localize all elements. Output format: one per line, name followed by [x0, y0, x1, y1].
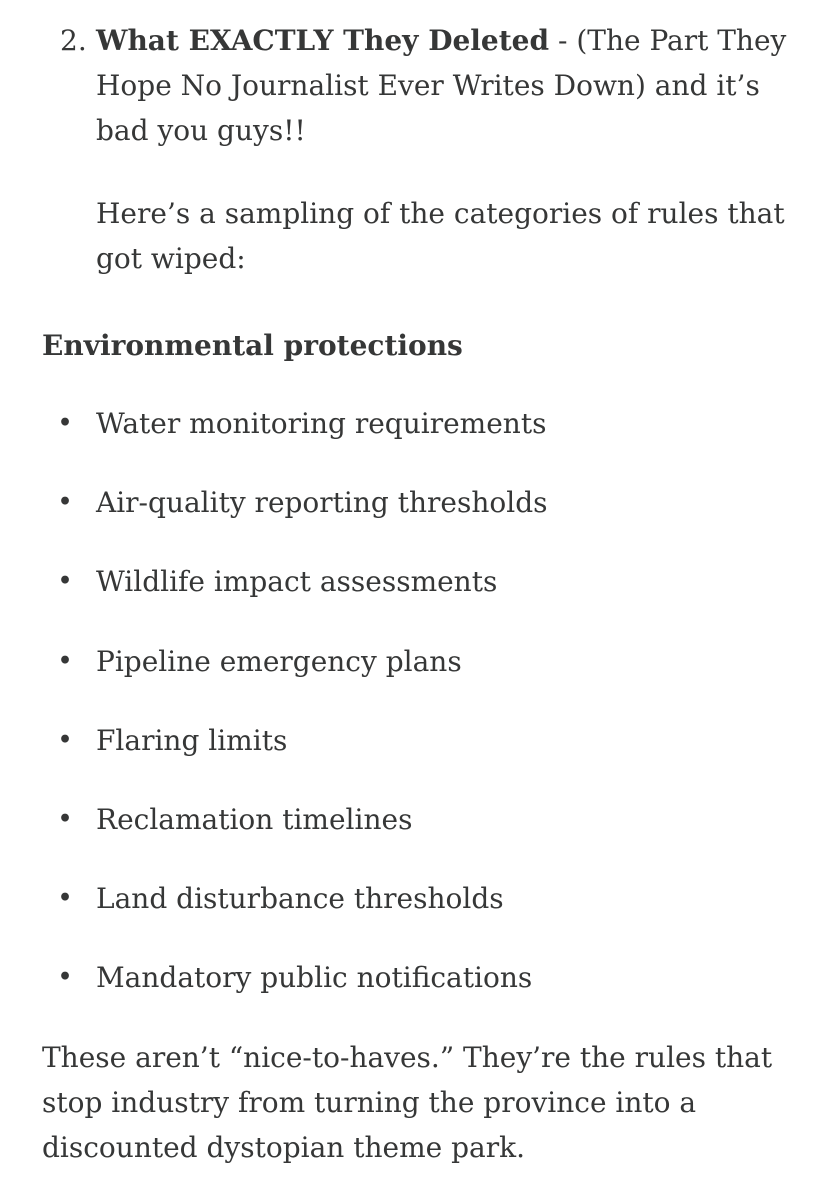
list-item-text: Wildlife impact assessments: [96, 565, 498, 599]
list-item: [42, 639, 802, 718]
list-item: [42, 797, 802, 876]
list-item-text: Land disturbance thresholds: [96, 882, 504, 916]
list-item: [42, 718, 802, 797]
bullet-icon: •: [58, 489, 73, 516]
bullet-icon: •: [58, 410, 73, 436]
list-item: [42, 401, 802, 480]
bullet-icon: •: [58, 726, 73, 753]
list-item-text: Air-quality reporting thresholds: [96, 486, 548, 520]
bullet-icon: •: [58, 805, 73, 832]
list-item-text: Flaring limits: [96, 723, 288, 757]
list-item-heading-bold: What EXACTLY They Deleted: [96, 24, 550, 57]
bullet-icon: •: [58, 964, 73, 991]
list-item-text: Reclamation timelines: [96, 802, 413, 836]
list-number: 2.: [60, 24, 87, 57]
section-heading: Environmental protections: [42, 329, 463, 362]
bullet-icon: •: [58, 885, 73, 912]
list-item: [42, 955, 802, 1034]
bullet-icon: •: [58, 568, 73, 595]
list-item: [42, 876, 802, 955]
list-item-intro: Here’s a sampling of the categories of rules that got wiped:: [96, 197, 785, 275]
list-item-text: Pipeline emergency plans: [96, 644, 462, 678]
list-item: [42, 559, 802, 638]
bullet-list: [42, 401, 802, 1035]
bullet-icon: •: [58, 647, 73, 674]
list-item-heading-rest: - (The Part They Hope No Journalist Ever Writes Down) and it’s bad you guys!!: [96, 24, 787, 147]
list-item: [42, 480, 802, 559]
list-item-body: [96, 18, 796, 281]
list-item-text: Mandatory public notifications: [96, 961, 533, 995]
list-item-text: Water monitoring requirements: [96, 407, 547, 440]
list-item-heading: [96, 18, 796, 153]
closing-paragraph: These aren’t “nice-to-haves.” They’re the rules that stop industry from turning the province into a discounted dystopian theme park.: [42, 1041, 773, 1164]
